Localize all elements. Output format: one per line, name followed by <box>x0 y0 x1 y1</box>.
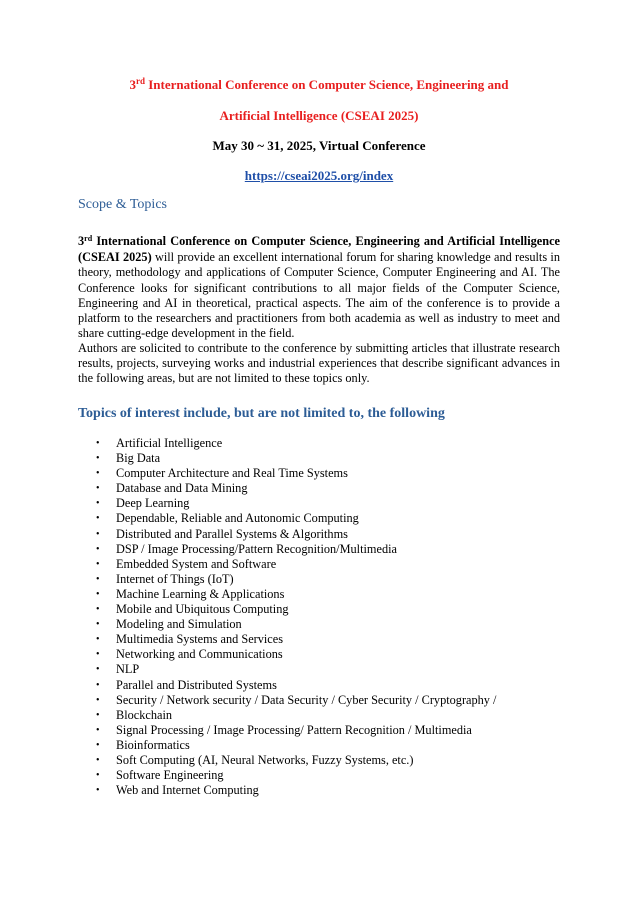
bullet-icon: • <box>96 528 100 540</box>
topic-item <box>0 768 638 783</box>
topic-item <box>0 542 638 557</box>
topic-label: Distributed and Parallel Systems & Algorithms <box>116 526 348 541</box>
bullet-icon: • <box>96 588 100 600</box>
bullet-icon: • <box>96 785 100 797</box>
bullet-icon: • <box>96 724 100 736</box>
topic-item <box>0 451 638 466</box>
topic-item <box>0 587 638 602</box>
topic-label: Modeling and Simulation <box>116 617 242 632</box>
topic-item <box>0 511 638 526</box>
bullet-icon: • <box>96 664 100 676</box>
topic-item <box>0 647 638 662</box>
topic-item <box>0 662 638 677</box>
topic-label: Deep Learning <box>116 496 190 511</box>
topic-item <box>0 753 638 768</box>
bullet-icon: • <box>96 739 100 751</box>
bullet-icon: • <box>96 770 100 782</box>
para1-ordinal: 3 <box>78 234 85 248</box>
scope-heading: Scope & Topics <box>78 197 167 212</box>
bullet-icon: • <box>96 498 100 510</box>
topics-list <box>0 436 638 798</box>
topic-item <box>0 557 638 572</box>
topic-label: Machine Learning & Applications <box>116 586 285 601</box>
topic-item <box>0 738 638 753</box>
topic-label: Database and Data Mining <box>116 481 248 496</box>
topic-item <box>0 723 638 738</box>
topic-item <box>0 678 638 693</box>
topic-item <box>0 436 638 451</box>
topic-label: Embedded System and Software <box>116 556 277 571</box>
topic-item <box>0 708 638 723</box>
topic-item <box>0 693 638 708</box>
topic-item <box>0 496 638 511</box>
topic-item <box>0 572 638 587</box>
topic-label: Big Data <box>116 451 161 466</box>
title-ordinal: 3 <box>129 77 136 92</box>
bullet-icon: • <box>96 513 100 525</box>
topic-label: Artificial Intelligence <box>116 436 223 450</box>
conference-date: May 30 ~ 31, 2025, Virtual Conference <box>212 138 426 153</box>
bullet-icon: • <box>96 679 100 691</box>
scope-paragraph-2: Authors are solicited to contribute to the conference by submitting articles that illustrate research results, projects, surveying works and industrial experiences that describe significant advances in the following areas, but are not limited to these topics only. <box>78 341 560 386</box>
topic-label: Parallel and Distributed Systems <box>116 677 277 692</box>
para1-ordinal-suffix: rd <box>84 234 93 243</box>
bullet-icon: • <box>96 694 100 706</box>
bullet-icon: • <box>96 573 100 585</box>
topic-label: Mobile and Ubiquitous Computing <box>116 602 289 617</box>
topic-label: Signal Processing / Image Processing/ Pattern Recognition / Multimedia <box>116 722 472 737</box>
topic-item <box>0 527 638 542</box>
topic-label: Software Engineering <box>116 768 224 783</box>
topic-label: DSP / Image Processing/Pattern Recognition/Multimedia <box>116 541 397 556</box>
title-line1-text: International Conference on Computer Science, Engineering and <box>144 77 509 92</box>
bullet-icon: • <box>96 709 100 721</box>
conference-url-line <box>0 168 638 184</box>
topic-label: Networking and Communications <box>116 647 283 662</box>
bullet-icon: • <box>96 543 100 555</box>
bullet-icon: • <box>96 619 100 631</box>
topic-item <box>0 481 638 496</box>
scope-paragraph-1 <box>78 234 560 341</box>
topic-label: Bioinformatics <box>116 737 190 752</box>
bullet-icon: • <box>96 468 100 480</box>
topic-item <box>0 783 638 798</box>
topic-item <box>0 602 638 617</box>
bullet-icon: • <box>96 438 100 449</box>
bullet-icon: • <box>96 453 100 465</box>
title-ordinal-suffix: rd <box>135 76 145 86</box>
conference-title-line1 <box>0 77 638 94</box>
para1-rest-text: will provide an excellent international forum for sharing knowledge and results in theory, methodology and applications of Computer Science, Computer Engineering and AI. The Conference looks for significant contributions to all major fields of the Computer Science, Engineering and AI in theoretical, practical aspects. The aim of the conference is to provide a platform to the researchers and practitioners from both academia as well as industry to meet and share cutting-edge development in the field. <box>78 250 560 341</box>
para1-bold-text: International Conference on Computer Science, Engineering and Artificial Intelligence (CSEAI 2025) <box>78 234 560 265</box>
conference-title-line2: Artificial Intelligence (CSEAI 2025) <box>219 108 419 123</box>
topic-label: Security / Network security / Data Security / Cyber Security / Cryptography / <box>116 692 497 707</box>
bullet-icon: • <box>96 558 100 570</box>
bullet-icon: • <box>96 604 100 616</box>
bullet-icon: • <box>96 483 100 495</box>
topic-label: NLP <box>116 662 140 677</box>
topic-item <box>0 617 638 632</box>
conference-url-link[interactable]: https://cseai2025.org/index <box>244 168 394 183</box>
topics-heading: Topics of interest include, but are not limited to, the following <box>78 406 445 421</box>
bullet-icon: • <box>96 754 100 766</box>
topic-label: Multimedia Systems and Services <box>116 632 284 647</box>
topic-label: Computer Architecture and Real Time Systems <box>116 466 348 481</box>
topic-label: Blockchain <box>116 707 173 722</box>
topic-item <box>0 632 638 647</box>
bullet-icon: • <box>96 649 100 661</box>
topic-label: Internet of Things (IoT) <box>116 571 234 586</box>
topic-item <box>0 466 638 481</box>
topic-label: Dependable, Reliable and Autonomic Computing <box>116 511 359 526</box>
topic-label: Soft Computing (AI, Neural Networks, Fuzzy Systems, etc.) <box>116 752 414 767</box>
bullet-icon: • <box>96 634 100 646</box>
topic-label: Web and Internet Computing <box>116 783 259 798</box>
